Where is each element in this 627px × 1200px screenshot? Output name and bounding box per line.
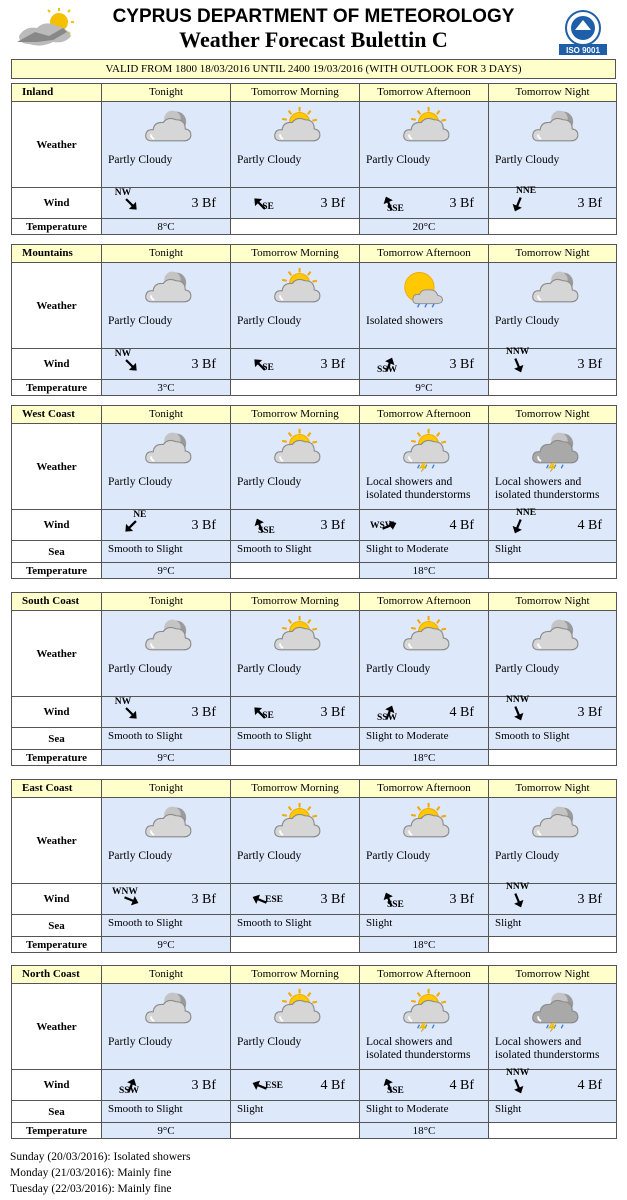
header-title: CYPRUS DEPARTMENT OF METEOROLOGY <box>112 6 515 27</box>
temperature-night: 9°C <box>102 563 231 579</box>
period-header: Tomorrow Morning <box>231 84 360 102</box>
wind-force: 4 Bf <box>449 705 474 720</box>
temperature-empty <box>489 937 617 953</box>
region-east-coast <box>11 779 616 953</box>
temperature-empty <box>489 1123 617 1139</box>
region-south-coast <box>11 592 616 766</box>
period-header: Tonight <box>102 406 231 424</box>
weather-cell <box>102 798 231 884</box>
weather-cell <box>489 424 617 510</box>
period-header: Tomorrow Afternoon <box>360 84 489 102</box>
wind-force: 3 Bf <box>449 196 474 211</box>
wind-direction: NE <box>133 509 147 520</box>
temperature-day: 9°C <box>360 380 489 396</box>
wind-cell <box>102 510 231 541</box>
temperature-day: 18°C <box>360 563 489 579</box>
weather-description: Local showers and isolated thunderstorms <box>366 476 471 501</box>
weather-cell <box>231 424 360 510</box>
weather-cell <box>360 984 489 1070</box>
wind-force: 3 Bf <box>191 357 216 372</box>
cloudy-moon-icon <box>137 615 195 659</box>
wind-cell <box>231 697 360 728</box>
cloudy-moon-icon <box>137 428 195 472</box>
row-label-temperature: Temperature <box>12 219 102 235</box>
weather-cell <box>231 102 360 188</box>
weather-cell <box>231 263 360 349</box>
region-name: Mountains <box>12 245 102 263</box>
temperature-empty <box>231 750 360 766</box>
period-header: Tomorrow Afternoon <box>360 593 489 611</box>
wind-force: 3 Bf <box>577 892 602 907</box>
temperature-night: 9°C <box>102 937 231 953</box>
wind-cell <box>102 349 231 380</box>
temperature-night: 9°C <box>102 1123 231 1139</box>
wind-cell <box>231 884 360 915</box>
period-header: Tonight <box>102 84 231 102</box>
wind-cell <box>231 1070 360 1101</box>
weather-description: Isolated showers <box>366 315 443 327</box>
cloudy-moon-icon <box>137 106 195 150</box>
wind-cell <box>489 507 617 541</box>
weather-cell <box>102 102 231 188</box>
weather-cell <box>489 611 617 697</box>
wind-force: 3 Bf <box>320 705 345 720</box>
row-label-sea: Sea <box>12 1101 102 1123</box>
wind-direction: WNW <box>111 887 138 898</box>
wind-arrow-icon <box>509 1077 527 1095</box>
wind-arrow-icon <box>509 704 527 722</box>
temperature-day: 18°C <box>360 750 489 766</box>
page-header <box>0 0 627 56</box>
wind-force: 3 Bf <box>320 357 345 372</box>
wind-force: 3 Bf <box>577 357 602 372</box>
wind-direction: NW <box>114 696 132 707</box>
wind-direction: ESE <box>265 894 283 905</box>
row-label-wind: Wind <box>12 349 102 380</box>
cloudy-sun-icon <box>266 428 324 472</box>
cloudy-sun-icon <box>395 802 453 846</box>
weather-description: Partly Cloudy <box>237 850 302 862</box>
region-name: East Coast <box>12 780 102 798</box>
sea-state: Slight <box>489 915 617 937</box>
row-label-wind: Wind <box>12 697 102 728</box>
wind-cell <box>231 188 360 219</box>
temperature-empty <box>489 563 617 579</box>
sea-state: Slight <box>231 1101 360 1123</box>
weather-cell <box>360 424 489 510</box>
wind-force: 3 Bf <box>191 518 216 533</box>
cloudy-moon-icon <box>524 802 582 846</box>
weather-description: Partly Cloudy <box>108 1036 173 1048</box>
temperature-night: 3°C <box>102 380 231 396</box>
wind-arrow-icon <box>509 517 527 535</box>
region-mountains <box>11 244 616 396</box>
sea-state: Smooth to Slight <box>231 541 360 563</box>
wind-force: 3 Bf <box>577 196 602 211</box>
temperature-day: 20°C <box>360 219 489 235</box>
cloudy-sun-icon <box>266 802 324 846</box>
sea-state: Slight to Moderate <box>360 728 489 750</box>
weather-cell <box>231 798 360 884</box>
weather-description: Partly Cloudy <box>495 850 560 862</box>
wind-cell <box>360 188 489 219</box>
wind-direction: NNE <box>515 185 537 196</box>
wind-arrow-icon <box>509 356 527 374</box>
weather-cell <box>231 984 360 1070</box>
cloudy-sun-icon <box>266 615 324 659</box>
period-header: Tomorrow Night <box>489 593 617 611</box>
period-header: Tomorrow Night <box>489 406 617 424</box>
period-header: Tonight <box>102 593 231 611</box>
outlook-line: Monday (21/03/2016): Mainly fine <box>10 1167 172 1179</box>
wind-force: 4 Bf <box>320 1078 345 1093</box>
period-header: Tomorrow Night <box>489 245 617 263</box>
wind-direction: SSE <box>386 900 404 911</box>
cloudy-moon-icon <box>524 106 582 150</box>
wind-direction: SSE <box>386 1086 404 1097</box>
row-label-wind: Wind <box>12 510 102 541</box>
wind-direction: SE <box>262 711 274 722</box>
wind-direction: NNE <box>515 507 537 518</box>
wind-force: 3 Bf <box>320 892 345 907</box>
weather-cell <box>360 102 489 188</box>
weather-description: Partly Cloudy <box>108 476 173 488</box>
row-label-sea: Sea <box>12 728 102 750</box>
weather-cell <box>102 263 231 349</box>
period-header: Tonight <box>102 780 231 798</box>
row-label-weather: Weather <box>12 798 102 884</box>
row-label-weather: Weather <box>12 611 102 697</box>
wind-force: 4 Bf <box>449 518 474 533</box>
weather-description: Partly Cloudy <box>495 154 560 166</box>
sea-state: Smooth to Slight <box>489 728 617 750</box>
cloudy-sun-icon <box>266 106 324 150</box>
temperature-empty <box>231 1123 360 1139</box>
wind-cell <box>360 349 489 380</box>
weather-description: Partly Cloudy <box>495 663 560 675</box>
period-header: Tomorrow Afternoon <box>360 245 489 263</box>
cloudy-moon-icon <box>524 267 582 311</box>
wind-cell <box>489 694 617 728</box>
region-name: Inland <box>12 84 102 102</box>
period-header: Tomorrow Morning <box>231 593 360 611</box>
sea-state: Smooth to Slight <box>231 728 360 750</box>
weather-description: Partly Cloudy <box>366 663 431 675</box>
sun-showers-icon <box>395 267 453 311</box>
period-header: Tomorrow Afternoon <box>360 406 489 424</box>
temperature-night: 8°C <box>102 219 231 235</box>
temperature-empty <box>231 563 360 579</box>
wind-force: 4 Bf <box>577 518 602 533</box>
weather-description: Partly Cloudy <box>108 154 173 166</box>
wind-direction: NW <box>114 348 132 359</box>
wind-arrow-icon <box>509 891 527 909</box>
wind-force: 3 Bf <box>191 1078 216 1093</box>
row-label-weather: Weather <box>12 424 102 510</box>
wind-cell <box>489 1067 617 1101</box>
period-header: Tomorrow Morning <box>231 245 360 263</box>
sea-state: Smooth to Slight <box>102 915 231 937</box>
wind-cell <box>231 510 360 541</box>
temperature-empty <box>489 219 617 235</box>
weather-cell <box>360 263 489 349</box>
weather-cell <box>231 611 360 697</box>
wind-direction: SSW <box>377 365 398 376</box>
row-label-temperature: Temperature <box>12 750 102 766</box>
temperature-empty <box>231 937 360 953</box>
row-label-weather: Weather <box>12 263 102 349</box>
temperature-empty <box>231 219 360 235</box>
wind-direction: SSW <box>119 1086 140 1097</box>
weather-description: Partly Cloudy <box>495 315 560 327</box>
wind-direction: SE <box>262 363 274 374</box>
weather-cell <box>102 611 231 697</box>
weather-description: Local showers and isolated thunderstorms <box>495 1036 600 1061</box>
wind-direction: NNW <box>506 881 530 892</box>
period-header: Tomorrow Afternoon <box>360 780 489 798</box>
weather-cell <box>489 798 617 884</box>
wind-cell <box>102 188 231 219</box>
period-header: Tomorrow Night <box>489 966 617 984</box>
wind-direction: NNW <box>506 346 530 357</box>
wind-direction: SSE <box>386 204 404 215</box>
wind-force: 3 Bf <box>449 892 474 907</box>
period-header: Tonight <box>102 966 231 984</box>
wind-arrow-icon <box>509 195 527 213</box>
wind-cell <box>360 1070 489 1101</box>
wind-cell <box>489 881 617 915</box>
sea-state: Smooth to Slight <box>231 915 360 937</box>
wind-force: 3 Bf <box>320 518 345 533</box>
sun-thunderstorm-icon <box>395 988 453 1032</box>
moon-thunderstorm-icon <box>524 428 582 472</box>
wind-force: 3 Bf <box>191 892 216 907</box>
weather-cell <box>489 263 617 349</box>
cloudy-moon-icon <box>137 267 195 311</box>
weather-description: Partly Cloudy <box>237 476 302 488</box>
weather-description: Partly Cloudy <box>237 315 302 327</box>
cloudy-sun-icon <box>266 267 324 311</box>
wind-direction: ESE <box>265 1080 283 1091</box>
weather-description: Partly Cloudy <box>237 154 302 166</box>
wind-direction: SSW <box>377 713 398 724</box>
wind-cell <box>102 884 231 915</box>
wind-force: 3 Bf <box>191 196 216 211</box>
period-header: Tomorrow Afternoon <box>360 966 489 984</box>
iso-certification-logo-icon <box>553 8 613 56</box>
wind-cell <box>231 349 360 380</box>
region-name: South Coast <box>12 593 102 611</box>
weather-cell <box>489 984 617 1070</box>
weather-cell <box>360 611 489 697</box>
wind-cell <box>360 510 489 541</box>
sea-state: Smooth to Slight <box>102 541 231 563</box>
weather-description: Local showers and isolated thunderstorms <box>495 476 600 501</box>
period-header: Tomorrow Morning <box>231 966 360 984</box>
cloudy-moon-icon <box>137 988 195 1032</box>
region-inland <box>11 83 616 235</box>
row-label-wind: Wind <box>12 884 102 915</box>
row-label-sea: Sea <box>12 915 102 937</box>
sea-state: Smooth to Slight <box>102 1101 231 1123</box>
cloudy-sun-icon <box>395 106 453 150</box>
temperature-empty <box>489 750 617 766</box>
weather-description: Partly Cloudy <box>237 663 302 675</box>
wind-direction: NNW <box>506 694 530 705</box>
cloudy-moon-icon <box>524 615 582 659</box>
wind-cell <box>489 346 617 380</box>
wind-cell <box>360 697 489 728</box>
temperature-day: 18°C <box>360 1123 489 1139</box>
wind-force: 4 Bf <box>577 1078 602 1093</box>
temperature-empty <box>231 380 360 396</box>
validity-banner: VALID FROM 1800 18/03/2016 UNTIL 2400 19/03/2016 (WITH OUTLOOK FOR 3 DAYS) <box>11 59 616 79</box>
wind-direction: NW <box>114 187 132 198</box>
header-subtitle: Weather Forecast Bulettin C <box>179 27 448 52</box>
wind-force: 3 Bf <box>449 357 474 372</box>
weather-description: Partly Cloudy <box>108 663 173 675</box>
sea-state: Slight <box>489 1101 617 1123</box>
temperature-day: 18°C <box>360 937 489 953</box>
wind-direction: SE <box>262 202 274 213</box>
row-label-temperature: Temperature <box>12 1123 102 1139</box>
row-label-weather: Weather <box>12 102 102 188</box>
row-label-weather: Weather <box>12 984 102 1070</box>
row-label-wind: Wind <box>12 1070 102 1101</box>
row-label-sea: Sea <box>12 541 102 563</box>
region-west-coast <box>11 405 616 579</box>
wind-direction: NNW <box>506 1067 530 1078</box>
sea-state: Slight to Moderate <box>360 541 489 563</box>
sea-state: Slight <box>360 915 489 937</box>
region-name: West Coast <box>12 406 102 424</box>
region-name: North Coast <box>12 966 102 984</box>
iso-label: ISO 9001 <box>566 46 600 55</box>
weather-cell <box>102 984 231 1070</box>
wind-force: 3 Bf <box>191 705 216 720</box>
outlook-line: Sunday (20/03/2016): Isolated showers <box>10 1151 191 1163</box>
cloudy-sun-icon <box>395 615 453 659</box>
weather-description: Partly Cloudy <box>108 850 173 862</box>
weather-cell <box>489 102 617 188</box>
weather-description: Partly Cloudy <box>366 154 431 166</box>
weather-cell <box>102 424 231 510</box>
cloudy-sun-icon <box>266 988 324 1032</box>
row-label-temperature: Temperature <box>12 563 102 579</box>
cloudy-moon-icon <box>137 802 195 846</box>
wind-force: 4 Bf <box>449 1078 474 1093</box>
row-label-temperature: Temperature <box>12 380 102 396</box>
temperature-night: 9°C <box>102 750 231 766</box>
weather-description: Local showers and isolated thunderstorms <box>366 1036 471 1061</box>
sun-thunderstorm-icon <box>395 428 453 472</box>
wind-cell <box>102 1070 231 1101</box>
wind-direction: SSE <box>257 526 275 537</box>
period-header: Tomorrow Night <box>489 780 617 798</box>
weather-description: Partly Cloudy <box>237 1036 302 1048</box>
period-header: Tomorrow Morning <box>231 780 360 798</box>
weather-cell <box>360 798 489 884</box>
wind-force: 3 Bf <box>577 705 602 720</box>
period-header: Tomorrow Night <box>489 84 617 102</box>
wind-cell <box>489 185 617 219</box>
row-label-temperature: Temperature <box>12 937 102 953</box>
region-north-coast <box>11 965 616 1139</box>
outlook-line: Tuesday (22/03/2016): Mainly fine <box>10 1183 172 1195</box>
wind-direction: WSW <box>369 520 395 531</box>
sea-state: Slight <box>489 541 617 563</box>
row-label-wind: Wind <box>12 188 102 219</box>
weather-description: Partly Cloudy <box>366 850 431 862</box>
wind-cell <box>360 884 489 915</box>
period-header: Tomorrow Morning <box>231 406 360 424</box>
outlook <box>10 1149 190 1197</box>
weather-description: Partly Cloudy <box>108 315 173 327</box>
period-header: Tonight <box>102 245 231 263</box>
sea-state: Smooth to Slight <box>102 728 231 750</box>
moon-thunderstorm-icon <box>524 988 582 1032</box>
wind-cell <box>102 697 231 728</box>
temperature-empty <box>489 380 617 396</box>
wind-force: 3 Bf <box>320 196 345 211</box>
sea-state: Slight to Moderate <box>360 1101 489 1123</box>
